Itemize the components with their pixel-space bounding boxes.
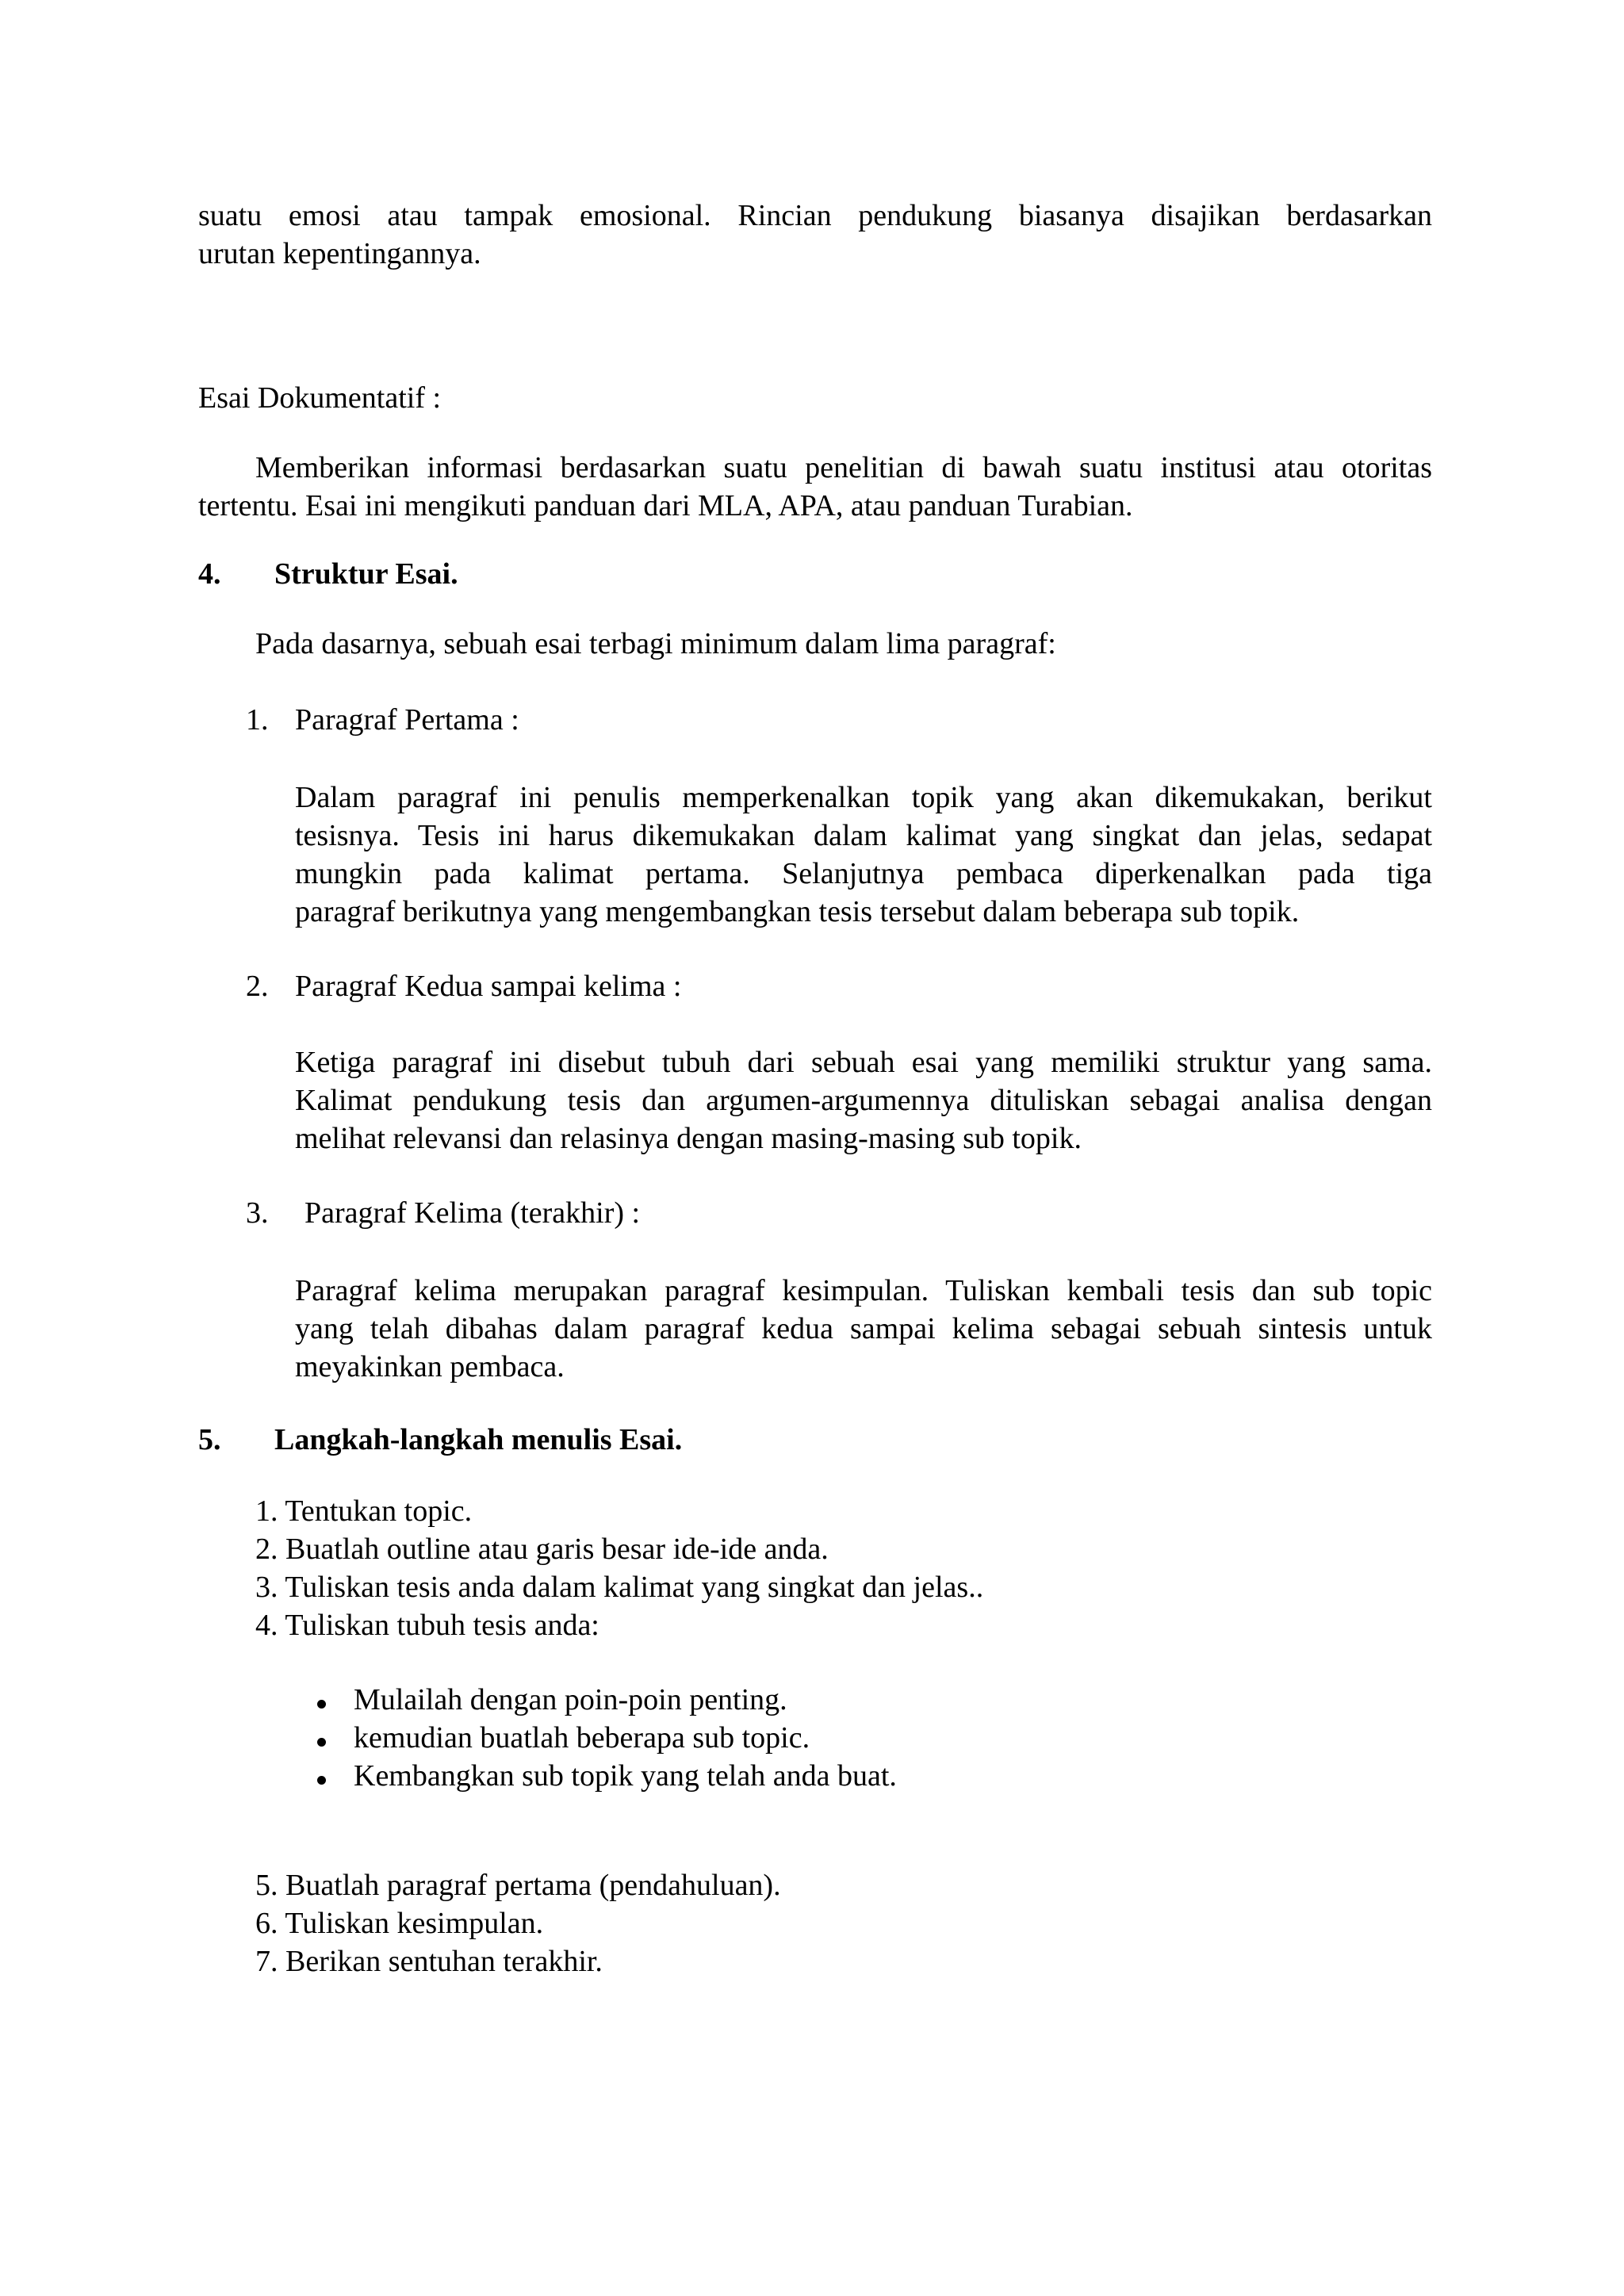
item3-line-1: Paragraf kelima merupakan paragraf kesimpulan. Tuliskan kembali tesis dan sub topic (295, 1274, 1432, 1307)
bullet-dot-icon (317, 1776, 326, 1785)
item1-line-1: Dalam paragraf ini penulis memperkenalkan topik yang akan dikemukakan, berikut (295, 781, 1432, 814)
section4-number: 4. (198, 557, 221, 591)
item2-label: 2. (246, 970, 269, 1003)
step-7: 7. Berikan sentuhan terakhir. (255, 1945, 603, 1978)
section5-number: 5. (198, 1423, 221, 1456)
step-2: 2. Buatlah outline atau garis besar ide-ide anda. (255, 1533, 829, 1566)
doc-para-line-1: Memberikan informasi berdasarkan suatu penelitian di bawah suatu institusi atau otoritas (255, 451, 1432, 484)
item2-title: Paragraf Kedua sampai kelima : (295, 970, 682, 1003)
bullet-dot-icon (317, 1738, 326, 1747)
item1-label: 1. (246, 703, 269, 737)
section4-intro: Pada dasarnya, sebuah esai terbagi minimum dalam lima paragraf: (255, 627, 1056, 660)
section4-title: Struktur Esai. (274, 557, 458, 591)
intro-line-2: urutan kepentingannya. (198, 237, 481, 270)
item1-title: Paragraf Pertama : (295, 703, 519, 737)
step-6: 6. Tuliskan kesimpulan. (255, 1907, 544, 1940)
item3-line-2: yang telah dibahas dalam paragraf kedua sampai kelima sebagai sebuah sintesis untuk (295, 1312, 1432, 1345)
bullet-item-3: Kembangkan sub topik yang telah anda buat. (354, 1759, 897, 1793)
item2-line-3: melihat relevansi dan relasinya dengan masing-masing sub topik. (295, 1122, 1082, 1155)
intro-line-1: suatu emosi atau tampak emosional. Rincian pendukung biasanya disajikan berdasarkan (198, 199, 1432, 232)
bullet-item-2: kemudian buatlah beberapa sub topic. (354, 1721, 810, 1755)
step-5: 5. Buatlah paragraf pertama (pendahuluan). (255, 1869, 781, 1902)
item3-title: Paragraf Kelima (terakhir) : (304, 1196, 641, 1230)
step-1: 1. Tentukan topic. (255, 1494, 473, 1528)
section5-title: Langkah-langkah menulis Esai. (274, 1423, 683, 1456)
item3-label: 3. (246, 1196, 269, 1230)
step-3: 3. Tuliskan tesis anda dalam kalimat yang singkat dan jelas.. (255, 1571, 984, 1604)
item2-line-2: Kalimat pendukung tesis dan argumen-argumennya dituliskan sebagai analisa dengan (295, 1084, 1432, 1117)
item1-line-4: paragraf berikutnya yang mengembangkan tesis tersebut dalam beberapa sub topik. (295, 895, 1300, 928)
bullet-item-1: Mulailah dengan poin-poin penting. (354, 1683, 787, 1716)
doc-para-line-2: tertentu. Esai ini mengikuti panduan dari MLA, APA, atau panduan Turabian. (198, 489, 1133, 522)
item1-line-3: mungkin pada kalimat pertama. Selanjutnya pembaca diperkenalkan pada tiga (295, 857, 1432, 890)
bullet-dot-icon (317, 1700, 326, 1709)
item1-line-2: tesisnya. Tesis ini harus dikemukakan dalam kalimat yang singkat dan jelas, sedapat (295, 819, 1432, 852)
item2-line-1: Ketiga paragraf ini disebut tubuh dari sebuah esai yang memiliki struktur yang sama. (295, 1046, 1432, 1079)
item3-line-3: meyakinkan pembaca. (295, 1350, 565, 1383)
doc-heading: Esai Dokumentatif : (198, 381, 442, 415)
step-4: 4. Tuliskan tubuh tesis anda: (255, 1609, 599, 1642)
